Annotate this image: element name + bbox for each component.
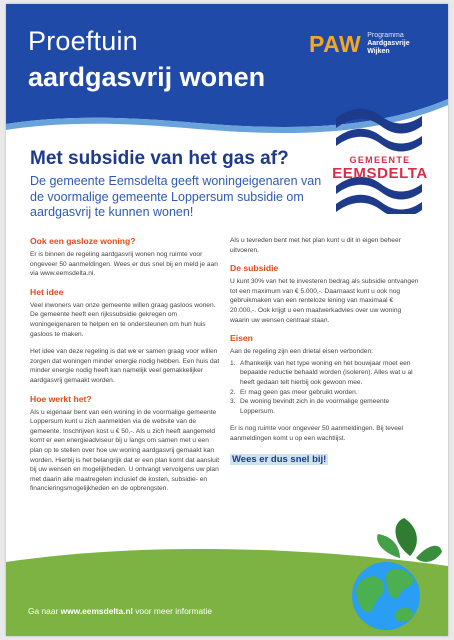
intro-text: De gemeente Eemsdelta geeft woningeigenaren van de voormalige gemeente Loppersum subsidie om aardgasvrij te kunnen wonen! [30,174,322,219]
footer-post: voor meer informatie [132,606,213,616]
right-column [230,236,420,465]
list-item [230,388,420,398]
title-line-2: aardgasvrij wonen [28,62,266,92]
headline: Met subsidie van het gas af? [30,148,289,169]
globe-icon [324,514,444,634]
paragraph-idee-1: Veel inwoners van onze gemeente willen graag gasloos wonen. De gemeente heeft een rijkssubsidie gekregen om woningeigenaren te helpen en te ondersteunen om hun huis gasloos te maken. [30,301,216,338]
list-number: 3. [230,398,236,406]
logo-eemsdelta: EEMSDELTA [332,165,428,182]
list-text: De woning bevindt zich in de voormalige gemeente Loppersum. [240,398,390,415]
footer-link[interactable]: www.eemsdelta.nl [60,606,133,616]
list-text: Er mag geen gas meer gebruikt worden. [240,388,358,396]
list-number: 1. [230,359,236,367]
paragraph-wachtlijst: Er is nog ruimte voor ongeveer 50 aanmeldingen. Bij teveel aanmeldingen komt u op een wachtlijst. [230,425,404,442]
paragraph-idee-2: Het idee van deze regeling is dat we er samen graag voor willen zorgen dat woningen minder energie nodig hebben. Een huis dat minder energie nodig heeft kan namelijk veel gemakkelijker aardgasvrij gemaakt worden. [30,348,220,384]
title-line-1: Proeftuin [28,26,138,56]
list-item [230,359,420,388]
left-column [30,236,220,502]
heading-hoe-werkt-het: Hoe werkt het? [30,393,92,404]
heading-de-subsidie: De subsidie [230,263,279,274]
paw-sub-1: Programma [367,32,404,39]
paragraph-subsidie: U kunt 30% van het te investeren bedrag als subsidie ontvangen tot een maximum van € 5.000,-. Daarnaast kunt u ook nog gebruikmaken van een renteloze lening van maximaal € 20.000,-. Ook krijgt u een maatwerkadvies over uw woning waarin uw wensen centraal staan. [230,278,419,324]
heading-eisen: Eisen [230,333,253,344]
cta-text: Wees er dus snel bij! [232,453,327,465]
paragraph-aanmeldingen: Er is binnen de regeling aardgasvrij wonen nog ruimte voor ongeveer 50 aanmeldingen. Wees er dus snel bij en meld je aan via www.eemsdelta.nl. [30,251,218,278]
footer-pre: Ga naar [28,606,61,616]
paragraph-eisen-intro: Aan de regeling zijn een drietal eisen verbonden: [230,348,373,356]
heading-het-idee: Het idee [30,286,64,297]
paragraph-hoe-werkt-het: Als u eigenaar bent van een woning in de voormalige gemeente Loppersum kunt u zich aanmelden via de website van de gemeente. Inschrijven kost u € 50,-. Als u zich heeft aangemeld komt er een energieadviseur bij u langs om samen met u een plan op te stellen over hoe uw woning aardgasvrij gemaakt kan worden. Hierbij is het belangrijk dat er een plan komt dat aansluit bij uw wensen en mogelijkheden. U ontvangt vervolgens uw plan met daarin alle maatregelen inclusief de kosten, subsidie- en financieringsmogelijkheden en de opbrengsten. [30,408,220,493]
paw-sub-3: Wijken [367,48,390,55]
flyer-page [6,4,448,636]
list-text: Afhankelijk van het type woning en het bouwjaar moet een bepaalde reductie behaald worden (isoleren). Alles wat u al heeft gedaan telt hierbij ook gewoon mee. [240,359,413,386]
list-item [230,397,420,416]
eisen-list [230,359,420,417]
paw-logo-text: PAW [309,31,362,57]
list-number: 2. [230,388,236,396]
footer-text [28,606,212,616]
paw-logo [309,31,410,57]
eemsdelta-logo-text [330,154,430,180]
logo-gemeente: GEMEENTE [349,155,411,165]
paragraph-eigen-beheer: Als u tevreden bent met het plan kunt u dit in eigen beheer uitvoeren. [230,237,401,254]
paw-subtitle [367,32,409,56]
heading-gasloze-woning: Ook een gasloze woning? [30,236,136,246]
paw-sub-2: Aardgasvrije [367,40,410,47]
